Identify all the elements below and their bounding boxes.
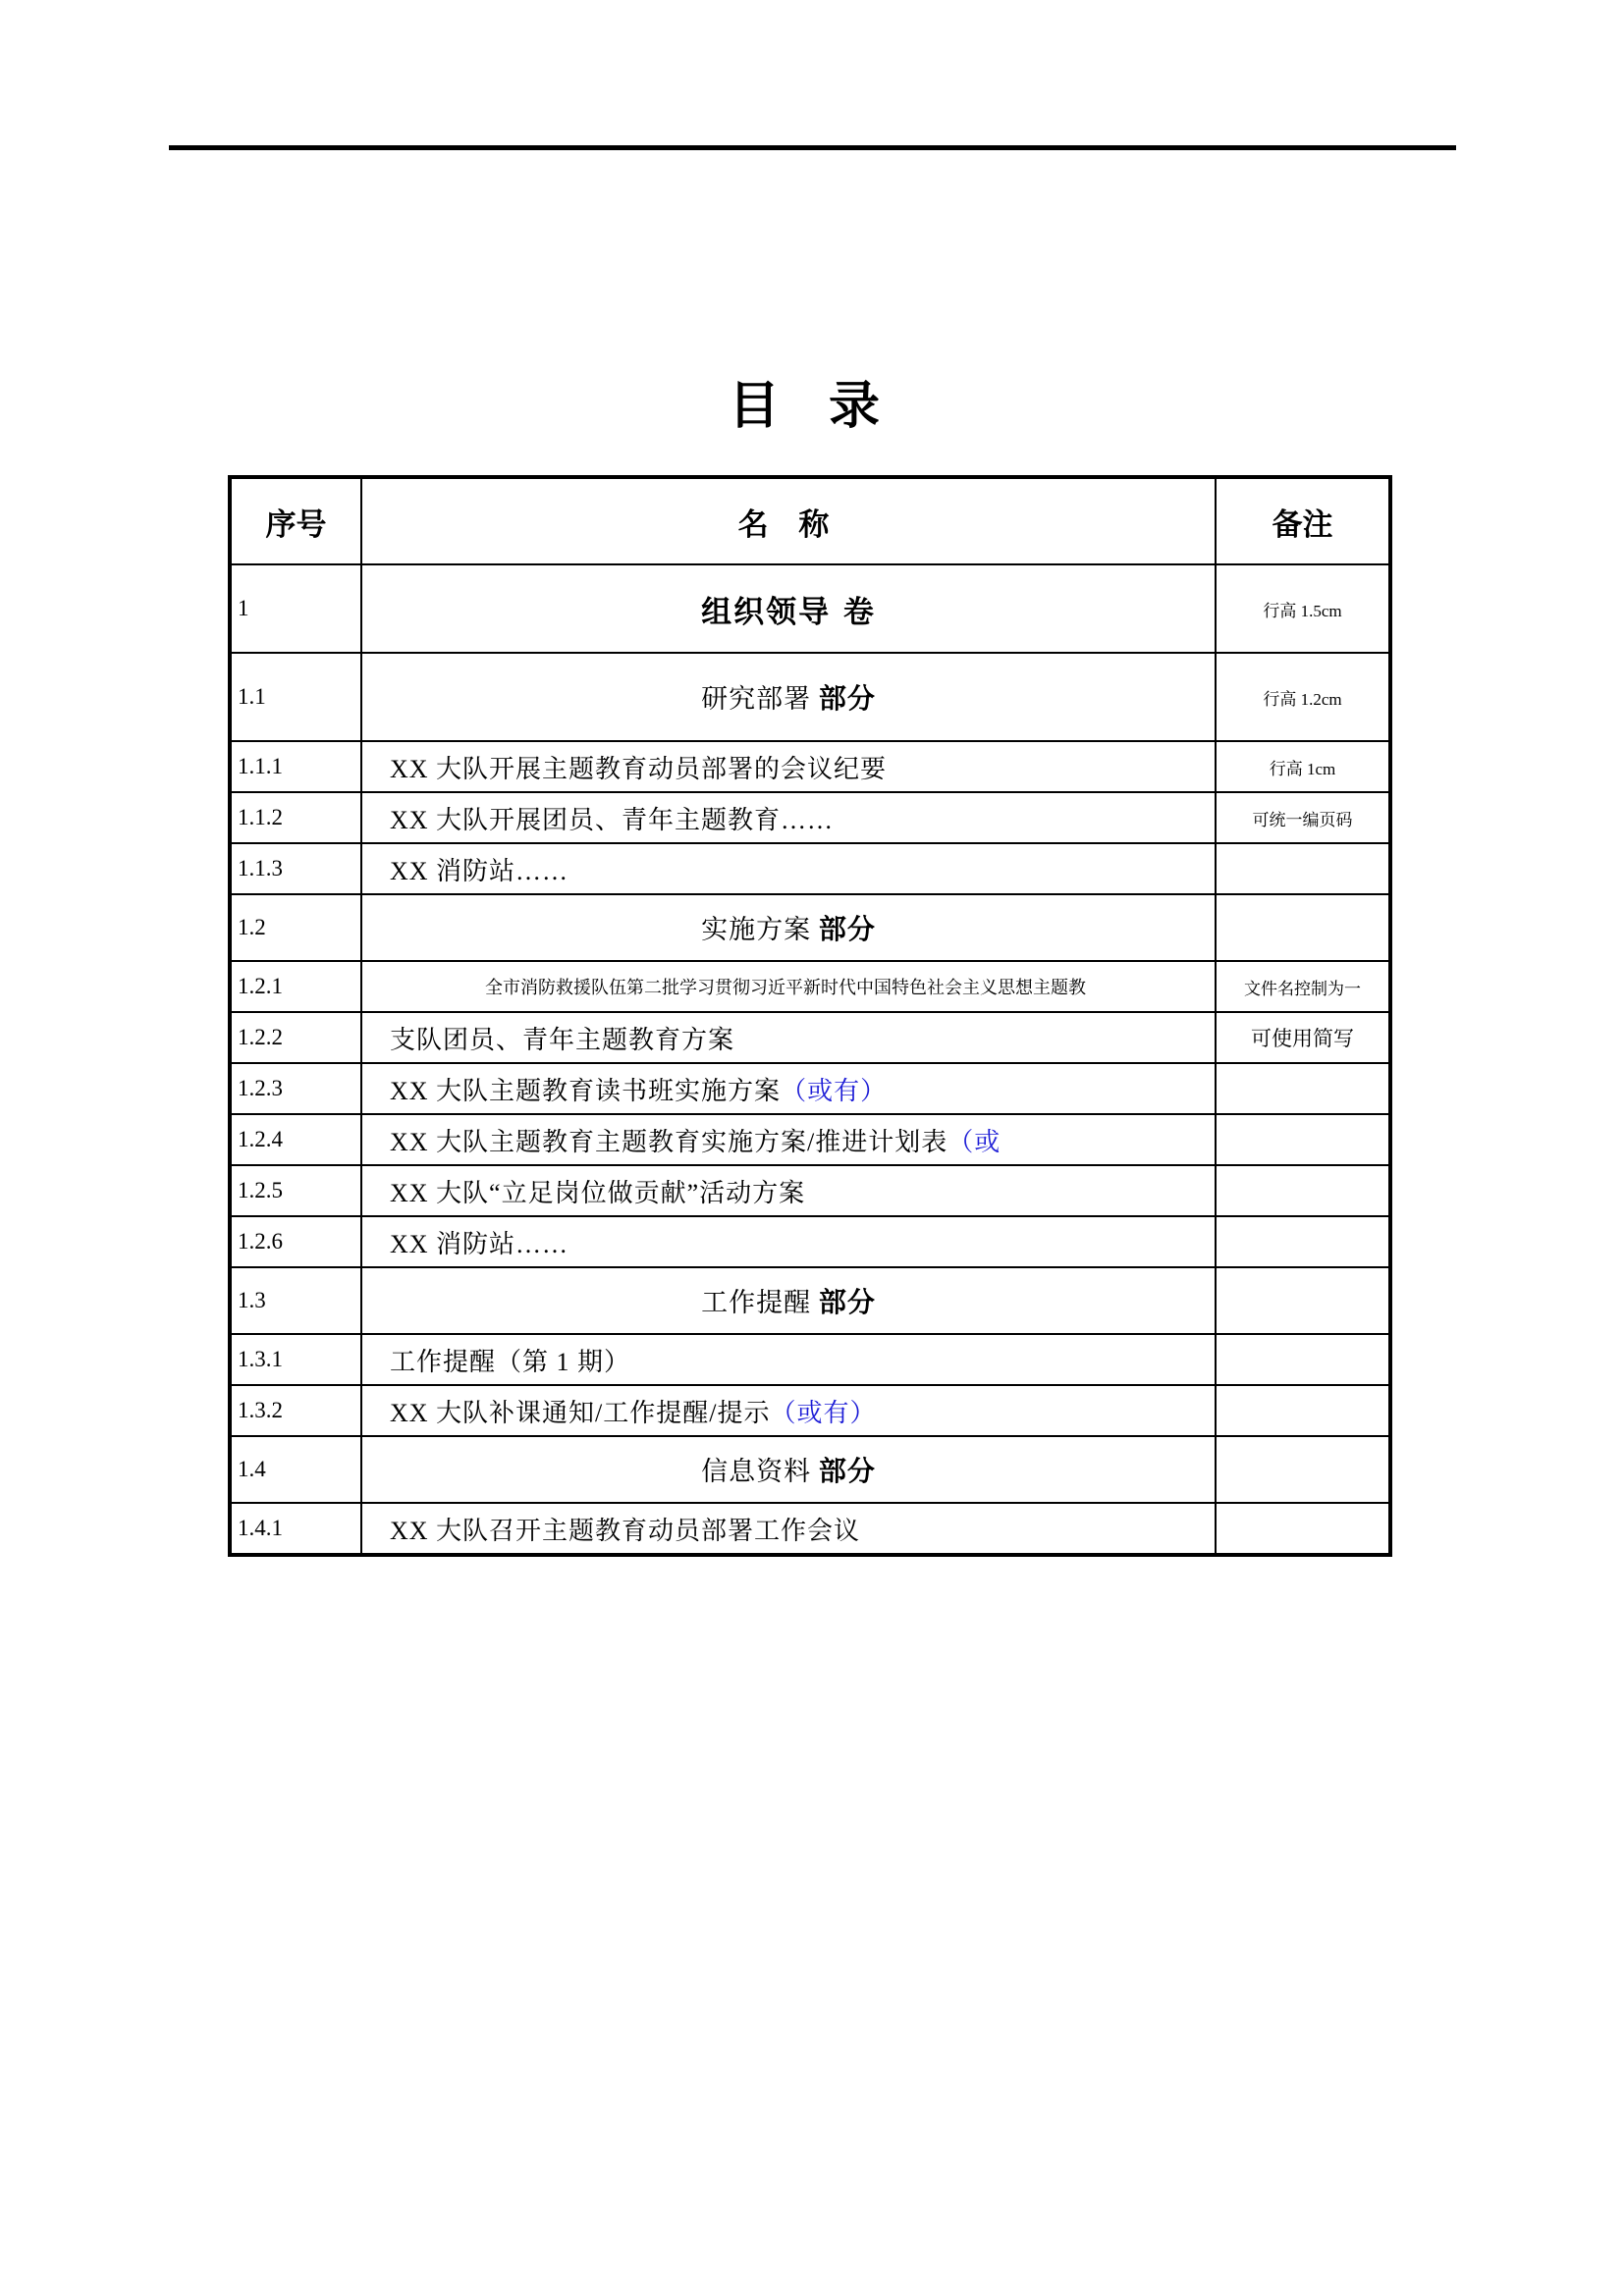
cell-name bbox=[361, 1503, 1216, 1555]
name-tail-text: 部分 bbox=[818, 682, 876, 715]
cell-seq: 1.2.4 bbox=[230, 1114, 361, 1165]
cell-name bbox=[361, 653, 1216, 741]
cell-seq: 1.1.2 bbox=[230, 792, 361, 843]
cell-name bbox=[361, 1114, 1216, 1165]
name-main-text: XX 大队召开主题教育动员部署工作会议 bbox=[390, 1516, 861, 1545]
column-header-note: 备注 bbox=[1216, 477, 1390, 564]
table-row bbox=[230, 792, 1390, 843]
column-header-seq: 序号 bbox=[230, 477, 361, 564]
table-row bbox=[230, 653, 1390, 741]
cell-seq: 1.2.2 bbox=[230, 1012, 361, 1063]
name-main-text: XX 大队主题教育主题教育实施方案/推进计划表 bbox=[390, 1127, 948, 1156]
cell-note: 可统一编页码 bbox=[1216, 792, 1390, 843]
name-main-text: 组织领导 卷 bbox=[701, 594, 876, 630]
cell-seq: 1.3.1 bbox=[230, 1334, 361, 1385]
name-main-text: 信息资料 bbox=[701, 1457, 819, 1486]
table-row bbox=[230, 741, 1390, 792]
table-row bbox=[230, 1063, 1390, 1114]
cell-seq: 1 bbox=[230, 564, 361, 653]
table-row bbox=[230, 1436, 1390, 1503]
cell-name bbox=[361, 843, 1216, 894]
name-main-text: XX 消防站…… bbox=[390, 1229, 569, 1258]
table-row bbox=[230, 961, 1390, 1012]
cell-seq: 1.3.2 bbox=[230, 1385, 361, 1436]
table-row bbox=[230, 564, 1390, 653]
cell-seq: 1.2.3 bbox=[230, 1063, 361, 1114]
cell-seq: 1.2.1 bbox=[230, 961, 361, 1012]
table-row bbox=[230, 1385, 1390, 1436]
cell-seq: 1.2.5 bbox=[230, 1165, 361, 1216]
name-tail-text: 部分 bbox=[818, 1455, 876, 1487]
table-row bbox=[230, 1267, 1390, 1334]
cell-seq: 1.3 bbox=[230, 1267, 361, 1334]
name-main-text: 工作提醒 bbox=[701, 1288, 819, 1317]
cell-note bbox=[1216, 1114, 1390, 1165]
cell-seq: 1.2 bbox=[230, 894, 361, 961]
cell-note bbox=[1216, 1165, 1390, 1216]
cell-name bbox=[361, 792, 1216, 843]
cell-name bbox=[361, 1436, 1216, 1503]
cell-name bbox=[361, 894, 1216, 961]
page-title: 目 录 bbox=[728, 377, 896, 436]
cell-name bbox=[361, 1385, 1216, 1436]
column-header-name: 名 称 bbox=[361, 477, 1216, 564]
cell-note bbox=[1216, 894, 1390, 961]
cell-note bbox=[1216, 1436, 1390, 1503]
cell-note bbox=[1216, 1267, 1390, 1334]
cell-note: 可使用简写 bbox=[1216, 1012, 1390, 1063]
name-main-text: XX 大队开展团员、青年主题教育…… bbox=[390, 805, 835, 834]
cell-note bbox=[1216, 1334, 1390, 1385]
cell-note bbox=[1216, 843, 1390, 894]
name-main-text: XX 大队开展主题教育动员部署的会议纪要 bbox=[390, 754, 888, 783]
cell-note: 行高 1cm bbox=[1216, 741, 1390, 792]
cell-name bbox=[361, 1063, 1216, 1114]
cell-seq: 1.4.1 bbox=[230, 1503, 361, 1555]
table-row bbox=[230, 1334, 1390, 1385]
cell-note bbox=[1216, 1216, 1390, 1267]
cell-note bbox=[1216, 1503, 1390, 1555]
name-main-text: XX 大队补课通知/工作提醒/提示 bbox=[390, 1398, 771, 1427]
cell-seq: 1.1 bbox=[230, 653, 361, 741]
table-row bbox=[230, 1216, 1390, 1267]
cell-seq: 1.4 bbox=[230, 1436, 361, 1503]
name-tail-text: 部分 bbox=[818, 1286, 876, 1318]
cell-note: 行高 1.2cm bbox=[1216, 653, 1390, 741]
cell-seq: 1.1.3 bbox=[230, 843, 361, 894]
table-row bbox=[230, 843, 1390, 894]
cell-note bbox=[1216, 1063, 1390, 1114]
cell-name bbox=[361, 1216, 1216, 1267]
optional-marker-text: （或有） bbox=[770, 1398, 877, 1427]
toc-table bbox=[228, 475, 1392, 1557]
cell-note: 文件名控制为一 bbox=[1216, 961, 1390, 1012]
cell-note bbox=[1216, 1385, 1390, 1436]
table-header-row bbox=[230, 477, 1390, 564]
cell-name bbox=[361, 1267, 1216, 1334]
cell-name bbox=[361, 961, 1216, 1012]
name-main-text: XX 大队“立足岗位做贡献”活动方案 bbox=[390, 1178, 806, 1207]
page-header-rule bbox=[169, 145, 1456, 150]
name-main-text: XX 消防站…… bbox=[390, 856, 569, 885]
table-row bbox=[230, 1012, 1390, 1063]
cell-seq: 1.1.1 bbox=[230, 741, 361, 792]
name-main-text: 研究部署 bbox=[701, 684, 819, 714]
cell-name bbox=[361, 1334, 1216, 1385]
cell-name bbox=[361, 741, 1216, 792]
table-row bbox=[230, 1114, 1390, 1165]
name-main-text: 支队团员、青年主题教育方案 bbox=[390, 1025, 735, 1054]
optional-marker-text: （或 bbox=[947, 1127, 1001, 1156]
optional-marker-text: （或有） bbox=[781, 1076, 888, 1105]
table-row bbox=[230, 894, 1390, 961]
table-of-contents bbox=[228, 475, 1392, 1557]
table-row bbox=[230, 1165, 1390, 1216]
cell-name bbox=[361, 1165, 1216, 1216]
name-main-text: 实施方案 bbox=[701, 915, 819, 944]
name-tail-text: 部分 bbox=[818, 913, 876, 945]
cell-name bbox=[361, 564, 1216, 653]
cell-name bbox=[361, 1012, 1216, 1063]
cell-seq: 1.2.6 bbox=[230, 1216, 361, 1267]
name-main-text: XX 大队主题教育读书班实施方案 bbox=[390, 1076, 782, 1105]
name-main-text: 全市消防救援队伍第二批学习贯彻习近平新时代中国特色社会主义思想主题教 bbox=[485, 978, 1086, 997]
cell-note: 行高 1.5cm bbox=[1216, 564, 1390, 653]
name-main-text: 工作提醒（第 1 期） bbox=[390, 1347, 631, 1376]
table-row bbox=[230, 1503, 1390, 1555]
